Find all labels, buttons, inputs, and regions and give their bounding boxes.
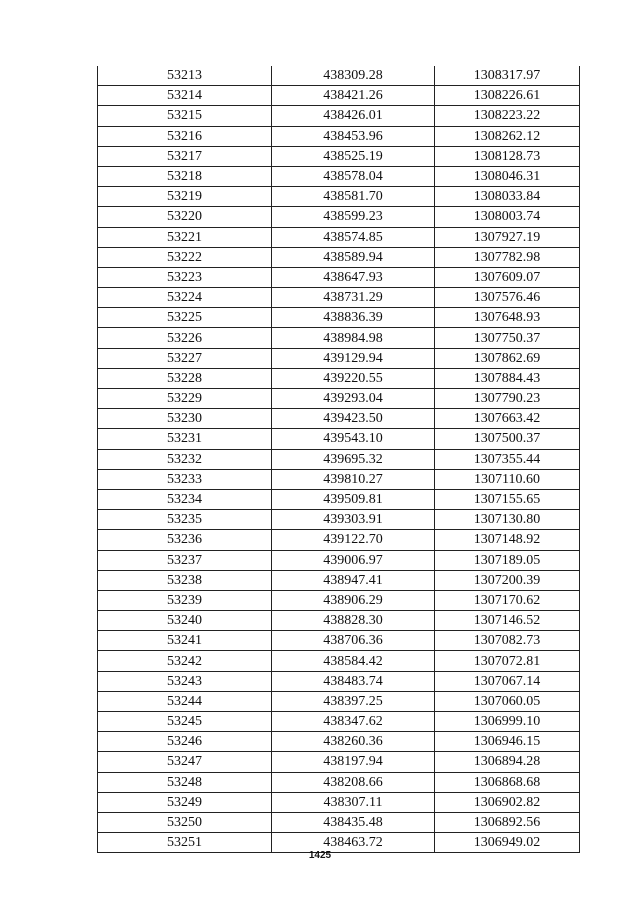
x-coordinate-cell: 438584.42: [272, 651, 435, 671]
y-coordinate-cell: 1306892.56: [435, 812, 580, 832]
x-coordinate-cell: 439810.27: [272, 469, 435, 489]
table-row: [98, 66, 580, 86]
x-coordinate-cell: 438947.41: [272, 570, 435, 590]
x-coordinate-cell: 438589.94: [272, 247, 435, 267]
point-id-cell: 53231: [98, 429, 272, 449]
point-id-cell: 53240: [98, 611, 272, 631]
point-id-cell: 53214: [98, 86, 272, 106]
y-coordinate-cell: 1307355.44: [435, 449, 580, 469]
x-coordinate-cell: 438599.23: [272, 207, 435, 227]
x-coordinate-cell: 438525.19: [272, 146, 435, 166]
y-coordinate-cell: 1307067.14: [435, 671, 580, 691]
point-id-cell: 53220: [98, 207, 272, 227]
table-row: [98, 449, 580, 469]
point-id-cell: 53226: [98, 328, 272, 348]
coordinate-table: [97, 66, 580, 853]
point-id-cell: 53217: [98, 146, 272, 166]
y-coordinate-cell: 1308033.84: [435, 187, 580, 207]
point-id-cell: 53246: [98, 732, 272, 752]
table-row: [98, 368, 580, 388]
point-id-cell: 53237: [98, 550, 272, 570]
x-coordinate-cell: 438836.39: [272, 308, 435, 328]
y-coordinate-cell: 1306999.10: [435, 712, 580, 732]
x-coordinate-cell: 439303.91: [272, 510, 435, 530]
table-row: [98, 611, 580, 631]
y-coordinate-cell: 1306949.02: [435, 833, 580, 853]
table-row: [98, 590, 580, 610]
point-id-cell: 53218: [98, 166, 272, 186]
x-coordinate-cell: 438453.96: [272, 126, 435, 146]
point-id-cell: 53221: [98, 227, 272, 247]
y-coordinate-cell: 1307500.37: [435, 429, 580, 449]
x-coordinate-cell: 439006.97: [272, 550, 435, 570]
table-row: [98, 106, 580, 126]
point-id-cell: 53236: [98, 530, 272, 550]
point-id-cell: 53232: [98, 449, 272, 469]
point-id-cell: 53241: [98, 631, 272, 651]
table-row: [98, 389, 580, 409]
x-coordinate-cell: 439695.32: [272, 449, 435, 469]
point-id-cell: 53235: [98, 510, 272, 530]
x-coordinate-cell: 439129.94: [272, 348, 435, 368]
y-coordinate-cell: 1307170.62: [435, 590, 580, 610]
x-coordinate-cell: 438581.70: [272, 187, 435, 207]
point-id-cell: 53239: [98, 590, 272, 610]
x-coordinate-cell: 439220.55: [272, 368, 435, 388]
y-coordinate-cell: 1307790.23: [435, 389, 580, 409]
table-row: [98, 570, 580, 590]
point-id-cell: 53230: [98, 409, 272, 429]
point-id-cell: 53223: [98, 267, 272, 287]
y-coordinate-cell: 1308223.22: [435, 106, 580, 126]
table-row: [98, 166, 580, 186]
y-coordinate-cell: 1307750.37: [435, 328, 580, 348]
point-id-cell: 53234: [98, 489, 272, 509]
table-row: [98, 187, 580, 207]
page-number: 1425: [308, 850, 332, 861]
x-coordinate-cell: 438731.29: [272, 288, 435, 308]
y-coordinate-cell: 1307148.92: [435, 530, 580, 550]
point-id-cell: 53251: [98, 833, 272, 853]
x-coordinate-cell: 439293.04: [272, 389, 435, 409]
x-coordinate-cell: 438647.93: [272, 267, 435, 287]
table-row: [98, 308, 580, 328]
y-coordinate-cell: 1306946.15: [435, 732, 580, 752]
table-row: [98, 146, 580, 166]
table-row: [98, 348, 580, 368]
y-coordinate-cell: 1308226.61: [435, 86, 580, 106]
y-coordinate-cell: 1307146.52: [435, 611, 580, 631]
y-coordinate-cell: 1307155.65: [435, 489, 580, 509]
y-coordinate-cell: 1307082.73: [435, 631, 580, 651]
table-row: [98, 267, 580, 287]
point-id-cell: 53245: [98, 712, 272, 732]
point-id-cell: 53242: [98, 651, 272, 671]
x-coordinate-cell: 438309.28: [272, 66, 435, 86]
point-id-cell: 53229: [98, 389, 272, 409]
x-coordinate-cell: 438397.25: [272, 691, 435, 711]
x-coordinate-cell: 438463.72: [272, 833, 435, 853]
table-row: [98, 469, 580, 489]
x-coordinate-cell: 438307.11: [272, 792, 435, 812]
y-coordinate-cell: 1307884.43: [435, 368, 580, 388]
point-id-cell: 53243: [98, 671, 272, 691]
y-coordinate-cell: 1307648.93: [435, 308, 580, 328]
x-coordinate-cell: 438828.30: [272, 611, 435, 631]
y-coordinate-cell: 1307782.98: [435, 247, 580, 267]
table-row: [98, 772, 580, 792]
table-row: [98, 126, 580, 146]
table-row: [98, 86, 580, 106]
x-coordinate-cell: 438984.98: [272, 328, 435, 348]
y-coordinate-cell: 1308262.12: [435, 126, 580, 146]
point-id-cell: 53250: [98, 812, 272, 832]
y-coordinate-cell: 1308128.73: [435, 146, 580, 166]
x-coordinate-cell: 439423.50: [272, 409, 435, 429]
x-coordinate-cell: 438260.36: [272, 732, 435, 752]
table-row: [98, 288, 580, 308]
x-coordinate-cell: 438421.26: [272, 86, 435, 106]
x-coordinate-cell: 438208.66: [272, 772, 435, 792]
table-row: [98, 631, 580, 651]
y-coordinate-cell: 1307060.05: [435, 691, 580, 711]
table-row: [98, 792, 580, 812]
y-coordinate-cell: 1306894.28: [435, 752, 580, 772]
y-coordinate-cell: 1307130.80: [435, 510, 580, 530]
point-id-cell: 53222: [98, 247, 272, 267]
table-row: [98, 752, 580, 772]
table-row: [98, 812, 580, 832]
y-coordinate-cell: 1307200.39: [435, 570, 580, 590]
point-id-cell: 53224: [98, 288, 272, 308]
y-coordinate-cell: 1307927.19: [435, 227, 580, 247]
table-row: [98, 247, 580, 267]
table-row: [98, 207, 580, 227]
point-id-cell: 53213: [98, 66, 272, 86]
x-coordinate-cell: 439543.10: [272, 429, 435, 449]
x-coordinate-cell: 438435.48: [272, 812, 435, 832]
table-row: [98, 227, 580, 247]
point-id-cell: 53227: [98, 348, 272, 368]
point-id-cell: 53225: [98, 308, 272, 328]
y-coordinate-cell: 1308003.74: [435, 207, 580, 227]
point-id-cell: 53247: [98, 752, 272, 772]
y-coordinate-cell: 1307609.07: [435, 267, 580, 287]
x-coordinate-cell: 438197.94: [272, 752, 435, 772]
point-id-cell: 53233: [98, 469, 272, 489]
x-coordinate-cell: 438706.36: [272, 631, 435, 651]
x-coordinate-cell: 438347.62: [272, 712, 435, 732]
x-coordinate-cell: 439509.81: [272, 489, 435, 509]
y-coordinate-cell: 1307663.42: [435, 409, 580, 429]
table-row: [98, 328, 580, 348]
y-coordinate-cell: 1307862.69: [435, 348, 580, 368]
y-coordinate-cell: 1306902.82: [435, 792, 580, 812]
point-id-cell: 53228: [98, 368, 272, 388]
table-row: [98, 489, 580, 509]
y-coordinate-cell: 1307072.81: [435, 651, 580, 671]
y-coordinate-cell: 1307110.60: [435, 469, 580, 489]
point-id-cell: 53219: [98, 187, 272, 207]
table-row: [98, 530, 580, 550]
point-id-cell: 53215: [98, 106, 272, 126]
point-id-cell: 53248: [98, 772, 272, 792]
point-id-cell: 53238: [98, 570, 272, 590]
table-row: [98, 732, 580, 752]
x-coordinate-cell: 438426.01: [272, 106, 435, 126]
table-row: [98, 671, 580, 691]
x-coordinate-cell: 438483.74: [272, 671, 435, 691]
table-row: [98, 510, 580, 530]
x-coordinate-cell: 438574.85: [272, 227, 435, 247]
table-row: [98, 550, 580, 570]
table-row: [98, 651, 580, 671]
coordinate-table-body: [98, 66, 580, 853]
x-coordinate-cell: 439122.70: [272, 530, 435, 550]
table-row: [98, 429, 580, 449]
point-id-cell: 53249: [98, 792, 272, 812]
point-id-cell: 53216: [98, 126, 272, 146]
y-coordinate-cell: 1307576.46: [435, 288, 580, 308]
y-coordinate-cell: 1308317.97: [435, 66, 580, 86]
y-coordinate-cell: 1306868.68: [435, 772, 580, 792]
table-row: [98, 409, 580, 429]
table-row: [98, 712, 580, 732]
x-coordinate-cell: 438906.29: [272, 590, 435, 610]
point-id-cell: 53244: [98, 691, 272, 711]
x-coordinate-cell: 438578.04: [272, 166, 435, 186]
y-coordinate-cell: 1307189.05: [435, 550, 580, 570]
table-row: [98, 691, 580, 711]
y-coordinate-cell: 1308046.31: [435, 166, 580, 186]
